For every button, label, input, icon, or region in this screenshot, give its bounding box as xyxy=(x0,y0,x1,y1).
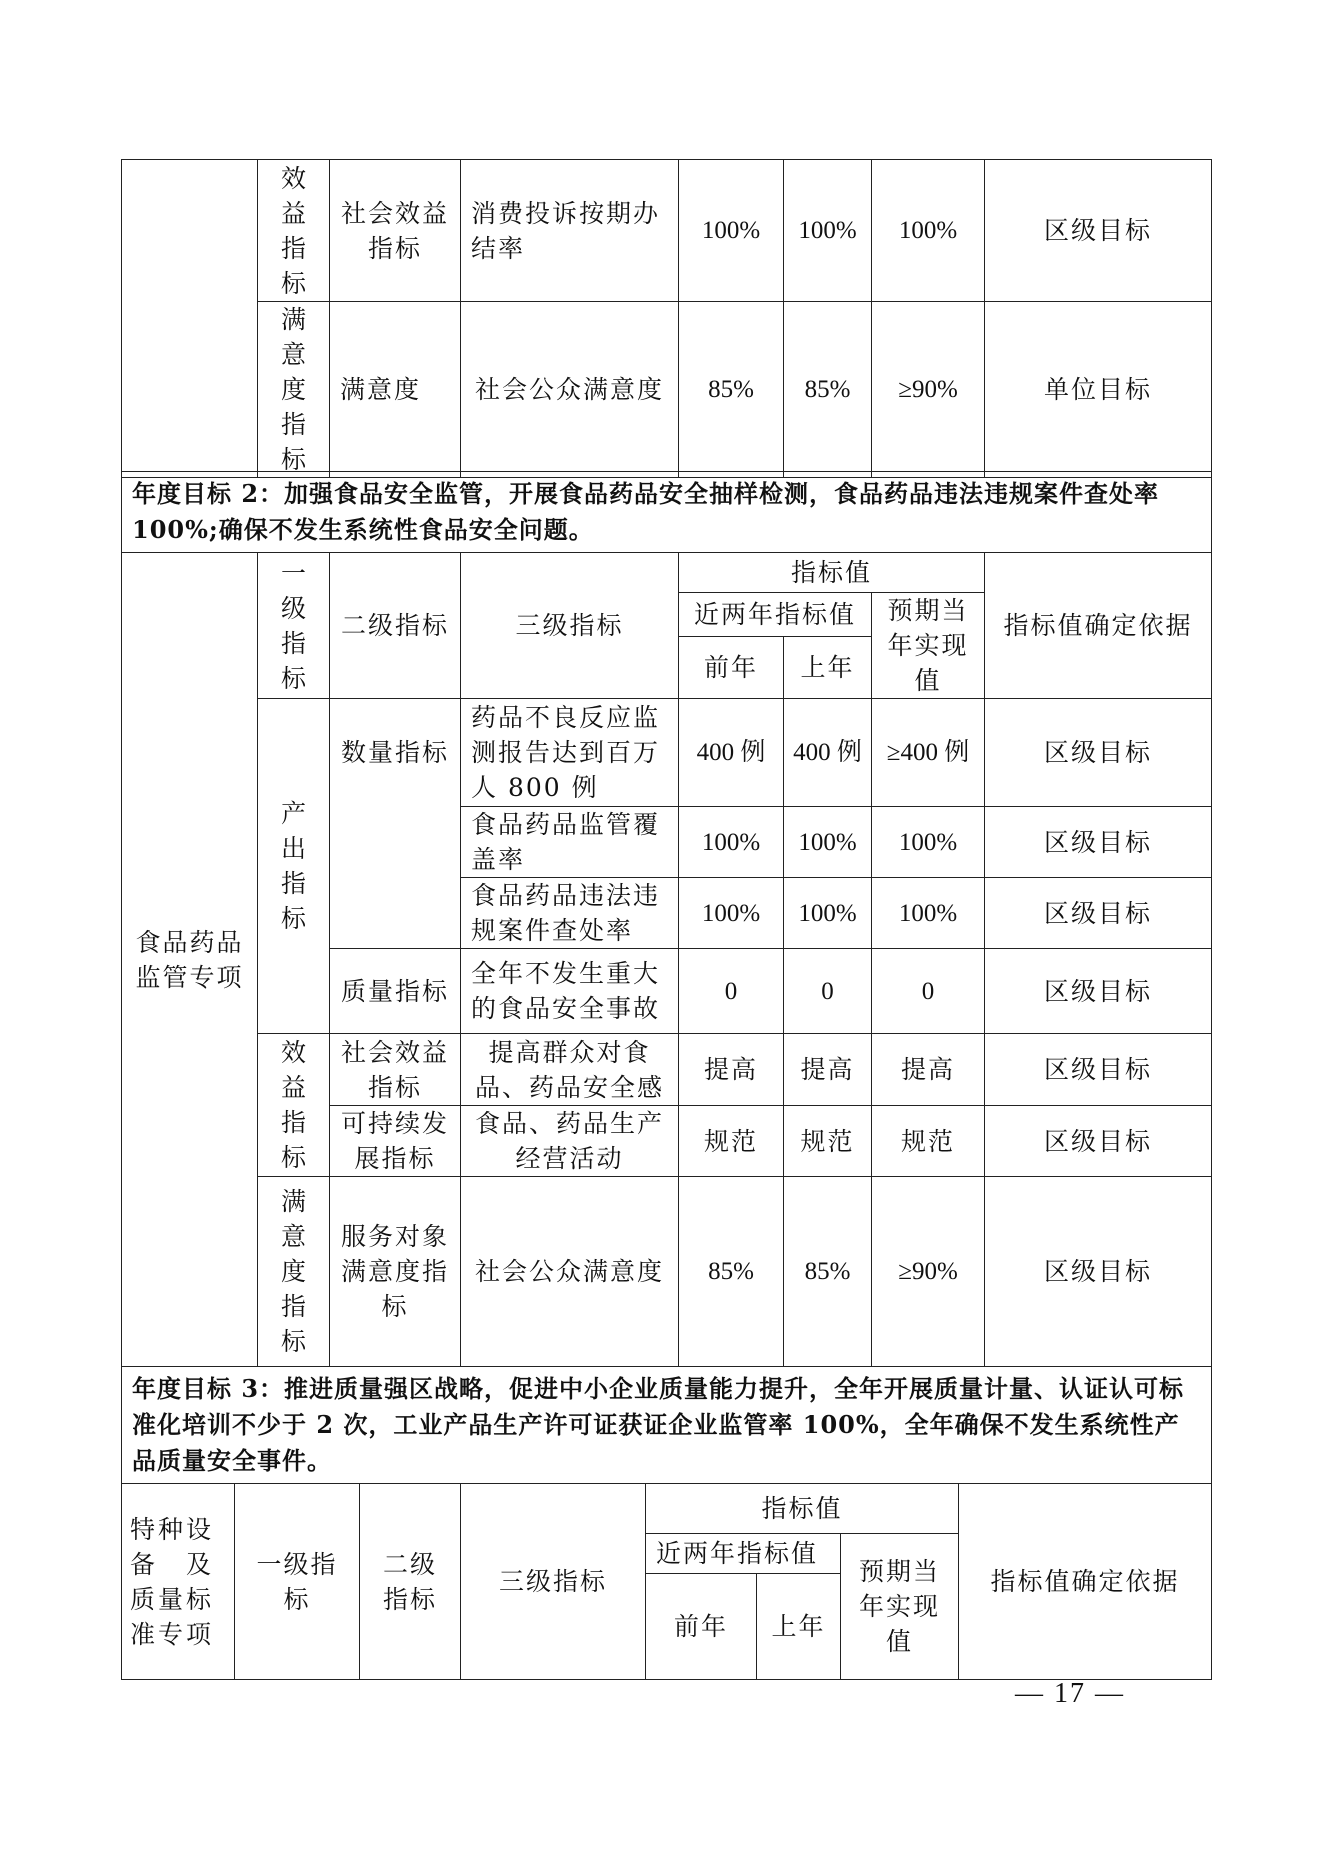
satisfaction-expected: ≥90% xyxy=(872,1177,985,1367)
satisfaction-prev: 85% xyxy=(679,302,784,478)
coverage-prev: 100% xyxy=(679,807,784,878)
header-level2: 二级指标 xyxy=(330,553,461,699)
satisfaction-basis: 单位目标 xyxy=(985,302,1212,478)
quality-prev: 0 xyxy=(679,949,784,1034)
quality-expected: 0 xyxy=(872,949,985,1034)
level3-coverage: 食品药品监管覆 盖率 xyxy=(461,807,679,878)
social-basis: 区级目标 xyxy=(985,1034,1212,1106)
cases-prev: 100% xyxy=(679,878,784,949)
level2-service-satisfaction: 服务对象 满意度指 标 xyxy=(330,1177,461,1367)
social-last: 提高 xyxy=(784,1034,872,1106)
complaint-last: 100% xyxy=(784,160,872,302)
social-prev: 提高 xyxy=(679,1034,784,1106)
sustain-basis: 区级目标 xyxy=(985,1106,1212,1177)
table-special-equipment xyxy=(121,1366,1212,1680)
sustain-prev: 规范 xyxy=(679,1106,784,1177)
header-recent-two-years: 近两年指标值 xyxy=(679,593,872,637)
adr-expected: ≥400 例 xyxy=(872,699,985,807)
header-indicator-value: 指标值 xyxy=(679,553,985,593)
cases-expected: 100% xyxy=(872,878,985,949)
level1-benefit: 效 益 指 标 xyxy=(258,1034,330,1177)
page-number: — 17 — xyxy=(1015,1678,1125,1709)
satisfaction-last: 85% xyxy=(784,302,872,478)
cases-last: 100% xyxy=(784,878,872,949)
header-basis: 指标值确定依据 xyxy=(959,1484,1212,1680)
complaint-prev: 100% xyxy=(679,160,784,302)
level3-public-sense-of-safety: 提高群众对食 品、药品安全感 xyxy=(461,1034,679,1106)
coverage-basis: 区级目标 xyxy=(985,807,1212,878)
level3-production-operation: 食品、药品生产 经营活动 xyxy=(461,1106,679,1177)
complaint-basis: 区级目标 xyxy=(985,160,1212,302)
annual-goal-2: 年度目标 2：加强食品安全监管，开展食品药品安全抽样检测，食品药品违法违规案件查处率 100%;确保不发生系统性食品安全问题。 xyxy=(122,472,1212,553)
complaint-expected: 100% xyxy=(872,160,985,302)
level3-no-major-incident: 全年不发生重大 的食品安全事故 xyxy=(461,949,679,1034)
level3-satisfaction: 社会公众满意度 xyxy=(461,302,679,478)
level2-quality: 质量指标 xyxy=(330,949,461,1034)
header-prev-year: 前年 xyxy=(646,1574,757,1680)
table-food-drug xyxy=(121,471,1212,1367)
sustain-expected: 规范 xyxy=(872,1106,985,1177)
level2-satisfaction: 满意度 xyxy=(330,302,461,478)
satisfaction-last: 85% xyxy=(784,1177,872,1367)
header-last-year: 上年 xyxy=(784,636,872,698)
header-level1: 一级指 标 xyxy=(235,1484,360,1680)
level1-output: 产 出 指 标 xyxy=(258,699,330,1034)
project-food-drug: 食品药品 监管专项 xyxy=(122,553,258,1367)
header-indicator-value: 指标值 xyxy=(646,1484,959,1534)
level1-satisfaction: 满 意 度 指 标 xyxy=(258,302,330,478)
header-level3: 三级指标 xyxy=(461,1484,646,1680)
social-expected: 提高 xyxy=(872,1034,985,1106)
level1-satisfaction: 满 意 度 指 标 xyxy=(258,1177,330,1367)
header-level2: 二级 指标 xyxy=(360,1484,461,1680)
project-special-equipment: 特种设 备 及 质量标 准专项 xyxy=(122,1484,235,1680)
level1-benefit: 效 益 指 标 xyxy=(258,160,330,302)
level2-sustainable: 可持续发 展指标 xyxy=(330,1106,461,1177)
satisfaction-expected: ≥90% xyxy=(872,302,985,478)
satisfaction-basis: 区级目标 xyxy=(985,1177,1212,1367)
level3-adr-reports: 药品不良反应监 测报告达到百万 人 800 例 xyxy=(461,699,679,807)
coverage-expected: 100% xyxy=(872,807,985,878)
annual-goal-3: 年度目标 3：推进质量强区战略，促进中小企业质量能力提升，全年开展质量计量、认证认可标准化培训不少于 2 次，工业产品生产许可证获证企业监管率 100%，全年确保不发生系统性产品质量安全事件。 xyxy=(122,1367,1212,1484)
header-expected: 预期当 年实现 值 xyxy=(872,593,985,699)
level3-case-handling: 食品药品违法违 规案件查处率 xyxy=(461,878,679,949)
sustain-last: 规范 xyxy=(784,1106,872,1177)
level2-social-benefit: 社会效益 指标 xyxy=(330,1034,461,1106)
level2-quantity: 数量指标 xyxy=(330,699,461,949)
level3-complaint: 消费投诉按期办 结率 xyxy=(461,160,679,302)
table-continuation xyxy=(121,159,1212,478)
header-level3: 三级指标 xyxy=(461,553,679,699)
header-basis: 指标值确定依据 xyxy=(985,553,1212,699)
level3-public-satisfaction: 社会公众满意度 xyxy=(461,1177,679,1367)
header-level1: 一 级 指 标 xyxy=(258,553,330,699)
satisfaction-prev: 85% xyxy=(679,1177,784,1367)
header-expected: 预期当 年实现 值 xyxy=(841,1534,959,1680)
header-recent-two-years: 近两年指标值 xyxy=(646,1534,841,1574)
level2-social-benefit: 社会效益 指标 xyxy=(330,160,461,302)
project-cell-empty xyxy=(122,160,258,478)
coverage-last: 100% xyxy=(784,807,872,878)
adr-prev: 400 例 xyxy=(679,699,784,807)
header-prev-year: 前年 xyxy=(679,636,784,698)
quality-last: 0 xyxy=(784,949,872,1034)
cases-basis: 区级目标 xyxy=(985,878,1212,949)
quality-basis: 区级目标 xyxy=(985,949,1212,1034)
adr-last: 400 例 xyxy=(784,699,872,807)
header-last-year: 上年 xyxy=(757,1574,841,1680)
adr-basis: 区级目标 xyxy=(985,699,1212,807)
